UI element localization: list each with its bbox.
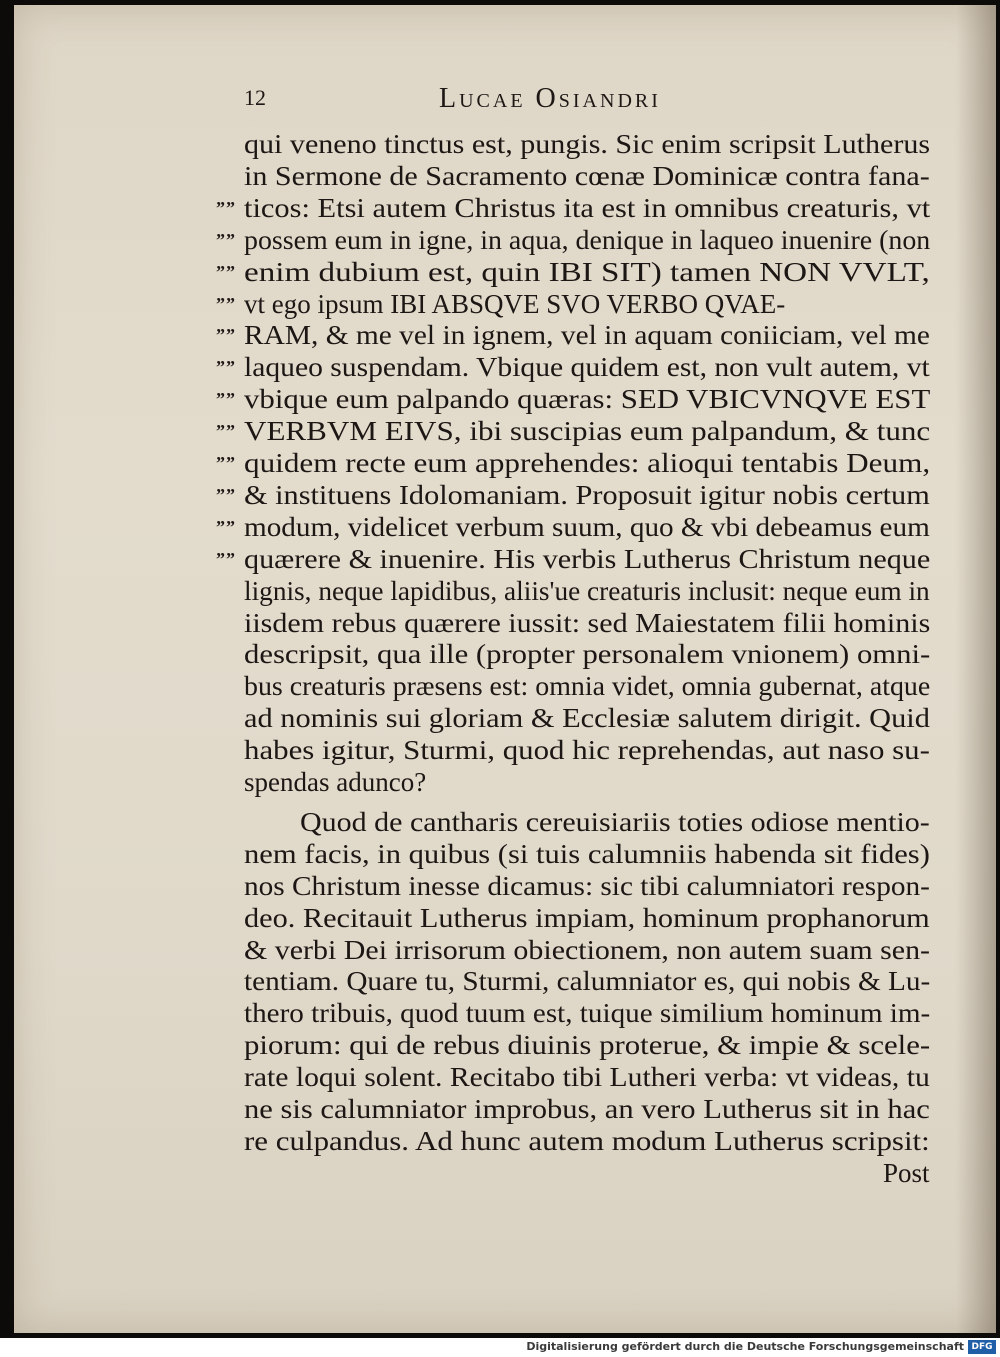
dfg-logo: DFG	[968, 1340, 996, 1354]
text-line	[0, 192, 1000, 224]
line-text: nem facis, in quibus (si tuis calumniis habenda sit fides)	[244, 838, 930, 869]
text-line	[0, 160, 1000, 192]
text-line	[0, 415, 1000, 447]
line-text: rate loqui solent. Recitabo tibi Lutheri verba: vt videas, tu	[244, 1062, 930, 1093]
quotation-marker: ””	[216, 453, 236, 473]
text-line	[0, 1093, 1000, 1125]
text-line	[0, 702, 1000, 734]
text-line	[0, 638, 1000, 670]
line-text: piorum: qui de rebus diuinis proterue, & impie & scele-	[244, 1030, 931, 1061]
text-line	[0, 1125, 1000, 1157]
quotation-marker: ””	[216, 229, 236, 250]
line-text: thero tribuis, quod tuum est, tuique similium hominum im-	[244, 998, 931, 1029]
quotation-marker: ””	[216, 389, 236, 410]
text-line	[0, 288, 1000, 320]
line-text: re culpandus. Ad hunc autem modum Lutherus scripsit:	[244, 1125, 930, 1156]
text-line	[0, 965, 1000, 997]
line-text: ticos: Etsi autem Christus ita est in omnibus creaturis, vt	[244, 192, 931, 223]
text-line	[0, 806, 1000, 838]
text-line	[0, 543, 1000, 575]
line-text: enim dubium est, quin IBI SIT) tamen NON VVLT,	[244, 256, 930, 287]
quotation-marker: ””	[216, 325, 236, 346]
line-text: deo. Recitauit Lutherus impiam, hominum prophanorum	[244, 902, 930, 933]
text-line	[0, 511, 1000, 543]
text-line	[0, 256, 1000, 288]
quotation-marker: ””	[216, 548, 236, 569]
line-text: ad nominis sui gloriam & Ecclesiæ salutem dirigit. Quid	[244, 703, 930, 734]
line-text: Post	[883, 1157, 930, 1188]
quotation-marker: ””	[216, 261, 236, 282]
line-text: possem eum in igne, in aqua, denique in laqueo inuenire (non	[244, 224, 931, 255]
line-text: qui veneno tinctus est, pungis. Sic enim scripsit Lutherus	[244, 129, 931, 159]
funding-credit: Digitalisierung gefördert durch die Deutsche Forschungsgemeinschaft	[526, 1340, 964, 1353]
line-text: tentiam. Quare tu, Sturmi, calumniator es, qui nobis & Lu-	[244, 966, 931, 997]
line-text: VERBVM EIVS, ibi suscipias eum palpandum, & tunc	[244, 416, 931, 447]
text-line	[0, 734, 1000, 766]
text-line	[0, 128, 1000, 160]
line-text: in Sermone de Sacramento cœnæ Dominicæ contra fana-	[244, 160, 930, 191]
line-text: & verbi Dei irrisorum obiectionem, non autem suam sen-	[244, 934, 931, 965]
page-number: 12	[244, 85, 266, 110]
footer-bar	[0, 1338, 1000, 1357]
quotation-marker: ””	[216, 421, 236, 442]
line-text: spendas adunco?	[244, 767, 427, 797]
line-text: habes igitur, Sturmi, quod hic reprehendas, aut naso su-	[244, 735, 930, 766]
text-line	[0, 479, 1000, 511]
quotation-marker: ””	[216, 197, 236, 218]
text-line	[0, 1157, 1000, 1189]
line-text: bus creaturis præsens est: omnia videt, omnia gubernat, atque	[244, 671, 931, 702]
text-line	[0, 670, 1000, 702]
line-text: vbique eum palpando quæras: SED VBICVNQVE EST	[244, 384, 931, 415]
text-line	[0, 902, 1000, 934]
line-text: quidem recte eum apprehendes: alioqui tentabis Deum,	[244, 448, 931, 478]
text-line	[0, 319, 1000, 351]
line-text: Quod de cantharis cereuisiariis toties odiose mentio-	[300, 806, 930, 837]
quotation-marker: ””	[216, 516, 236, 537]
text-line	[0, 1061, 1000, 1093]
text-line	[0, 383, 1000, 415]
line-text: vt ego ipsum IBI ABSQVE SVO VERBO QVAE-	[244, 288, 786, 319]
quotation-marker: ””	[216, 357, 236, 378]
line-text: modum, videlicet verbum suum, quo & vbi debeamus eum	[244, 511, 930, 542]
text-line	[0, 934, 1000, 966]
line-text: iisdem rebus quærere iussit: sed Maiestatem filii hominis	[244, 607, 931, 638]
line-text: nos Christum inesse dicamus: sic tibi calumniatori respon-	[244, 870, 930, 901]
line-text: ne sis calumniator improbus, an vero Lutherus sit in hac	[244, 1094, 930, 1124]
text-line	[0, 351, 1000, 383]
text-line	[0, 766, 1000, 798]
line-text: laqueo suspendam. Vbique quidem est, non vult autem, vt	[244, 352, 930, 383]
text-line	[0, 447, 1000, 479]
line-text: RAM, & me vel in ignem, vel in aquam coniiciam, vel me	[244, 320, 930, 351]
text-line	[0, 1029, 1000, 1061]
text-line	[0, 224, 1000, 256]
text-line	[0, 607, 1000, 639]
quotation-marker: ””	[216, 484, 236, 505]
text-line	[0, 870, 1000, 902]
quotation-marker: ””	[216, 293, 236, 314]
text-line	[0, 997, 1000, 1029]
text-line	[0, 838, 1000, 870]
line-text: quærere & inuenire. His verbis Lutherus Christum neque	[244, 543, 931, 574]
line-text: lignis, neque lapidibus, aliis'ue creaturis inclusit: neque eum in	[244, 575, 930, 606]
line-text: & instituens Idolomaniam. Proposuit igitur nobis certum	[244, 479, 930, 510]
running-title: Lucae Osiandri	[439, 83, 661, 114]
text-line	[0, 575, 1000, 607]
line-text: descripsit, qua ille (propter personalem vnionem) omni-	[244, 639, 931, 670]
